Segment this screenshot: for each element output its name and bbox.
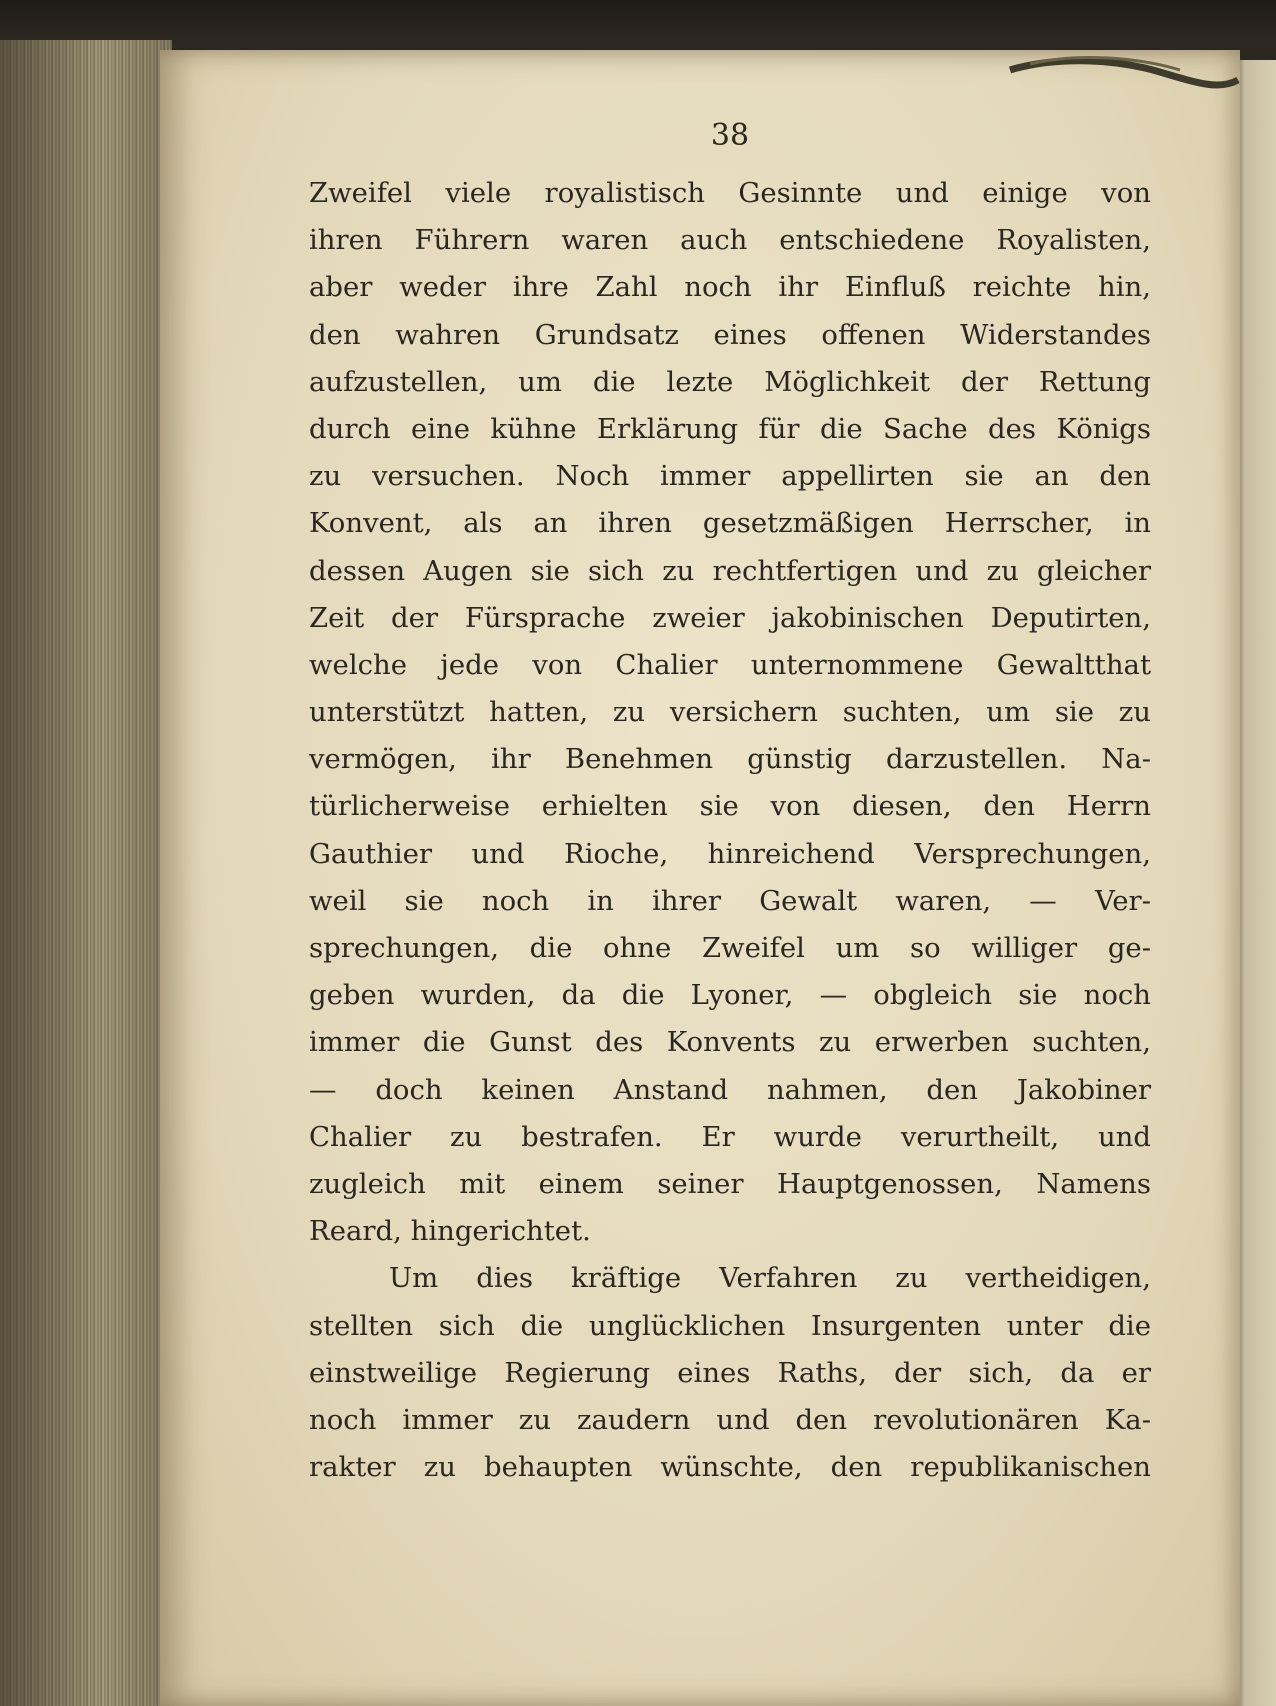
text-line: zu versuchen. Noch immer appellirten sie an den	[309, 460, 1151, 493]
text-line: aufzustellen, um die lezte Möglichkeit der Rettung	[309, 365, 1151, 398]
bookmark-ribbon	[1000, 50, 1240, 110]
text-line: welche jede von Chalier unternommene Gewaltthat	[309, 648, 1151, 681]
text-line: Zeit der Fürsprache zweier jakobinischen Deputirten,	[309, 601, 1151, 634]
page-number: 38	[710, 118, 750, 153]
text-line: ihren Führern waren auch entschiedene Royalisten,	[309, 224, 1151, 257]
text-line: Um dies kräftige Verfahren zu vertheidigen,	[389, 1262, 1151, 1295]
text-line: Reard, hingerichtet.	[309, 1215, 591, 1248]
text-line: geben wurden, da die Lyoner, — obgleich sie noch	[309, 979, 1151, 1012]
text-line: — doch keinen Anstand nahmen, den Jakobiner	[309, 1073, 1151, 1106]
text-line: noch immer zu zaudern und den revolutionären Ka-	[309, 1403, 1151, 1436]
text-line: zugleich mit einem seiner Hauptgenossen, Namens	[309, 1167, 1151, 1200]
text-line: unterstützt hatten, zu versichern suchten, um sie zu	[309, 696, 1151, 729]
text-line: Zweifel viele royalistisch Gesinnte und einige von	[309, 177, 1151, 209]
text-line: einstweilige Regierung eines Raths, der sich, da er	[309, 1356, 1151, 1389]
text-line: Konvent, als an ihren gesetzmäßigen Herrscher, in	[309, 507, 1151, 540]
scanner-backdrop-top	[0, 0, 1276, 48]
text-line: immer die Gunst des Konvents zu erwerben suchten,	[309, 1026, 1151, 1059]
text-line: vermögen, ihr Benehmen günstig darzustellen. Na-	[309, 743, 1151, 776]
text-line: aber weder ihre Zahl noch ihr Einfluß reichte hin,	[309, 271, 1151, 304]
text-line: dessen Augen sie sich zu rechtfertigen und zu gleicher	[309, 554, 1151, 587]
text-line: sprechungen, die ohne Zweifel um so williger ge-	[309, 932, 1151, 964]
text-line: durch eine kühne Erklärung für die Sache des Königs	[309, 412, 1151, 445]
text-line: weil sie noch in ihrer Gewalt waren, — Ver-	[309, 884, 1151, 917]
page-edges-shadow	[0, 40, 172, 1706]
text-line: rakter zu behaupten wünschte, den republikanischen	[309, 1451, 1151, 1484]
text-line: den wahren Grundsatz eines offenen Widerstandes	[309, 318, 1151, 351]
text-line: Gauthier und Rioche, hinreichend Versprechungen,	[309, 837, 1151, 870]
body-text	[309, 170, 1151, 1491]
text-line: türlicherweise erhielten sie von diesen, den Herrn	[309, 790, 1151, 823]
text-line: stellten sich die unglücklichen Insurgenten unter die	[309, 1309, 1151, 1342]
text-line: Chalier zu bestrafen. Er wurde verurtheilt, und	[309, 1120, 1151, 1153]
